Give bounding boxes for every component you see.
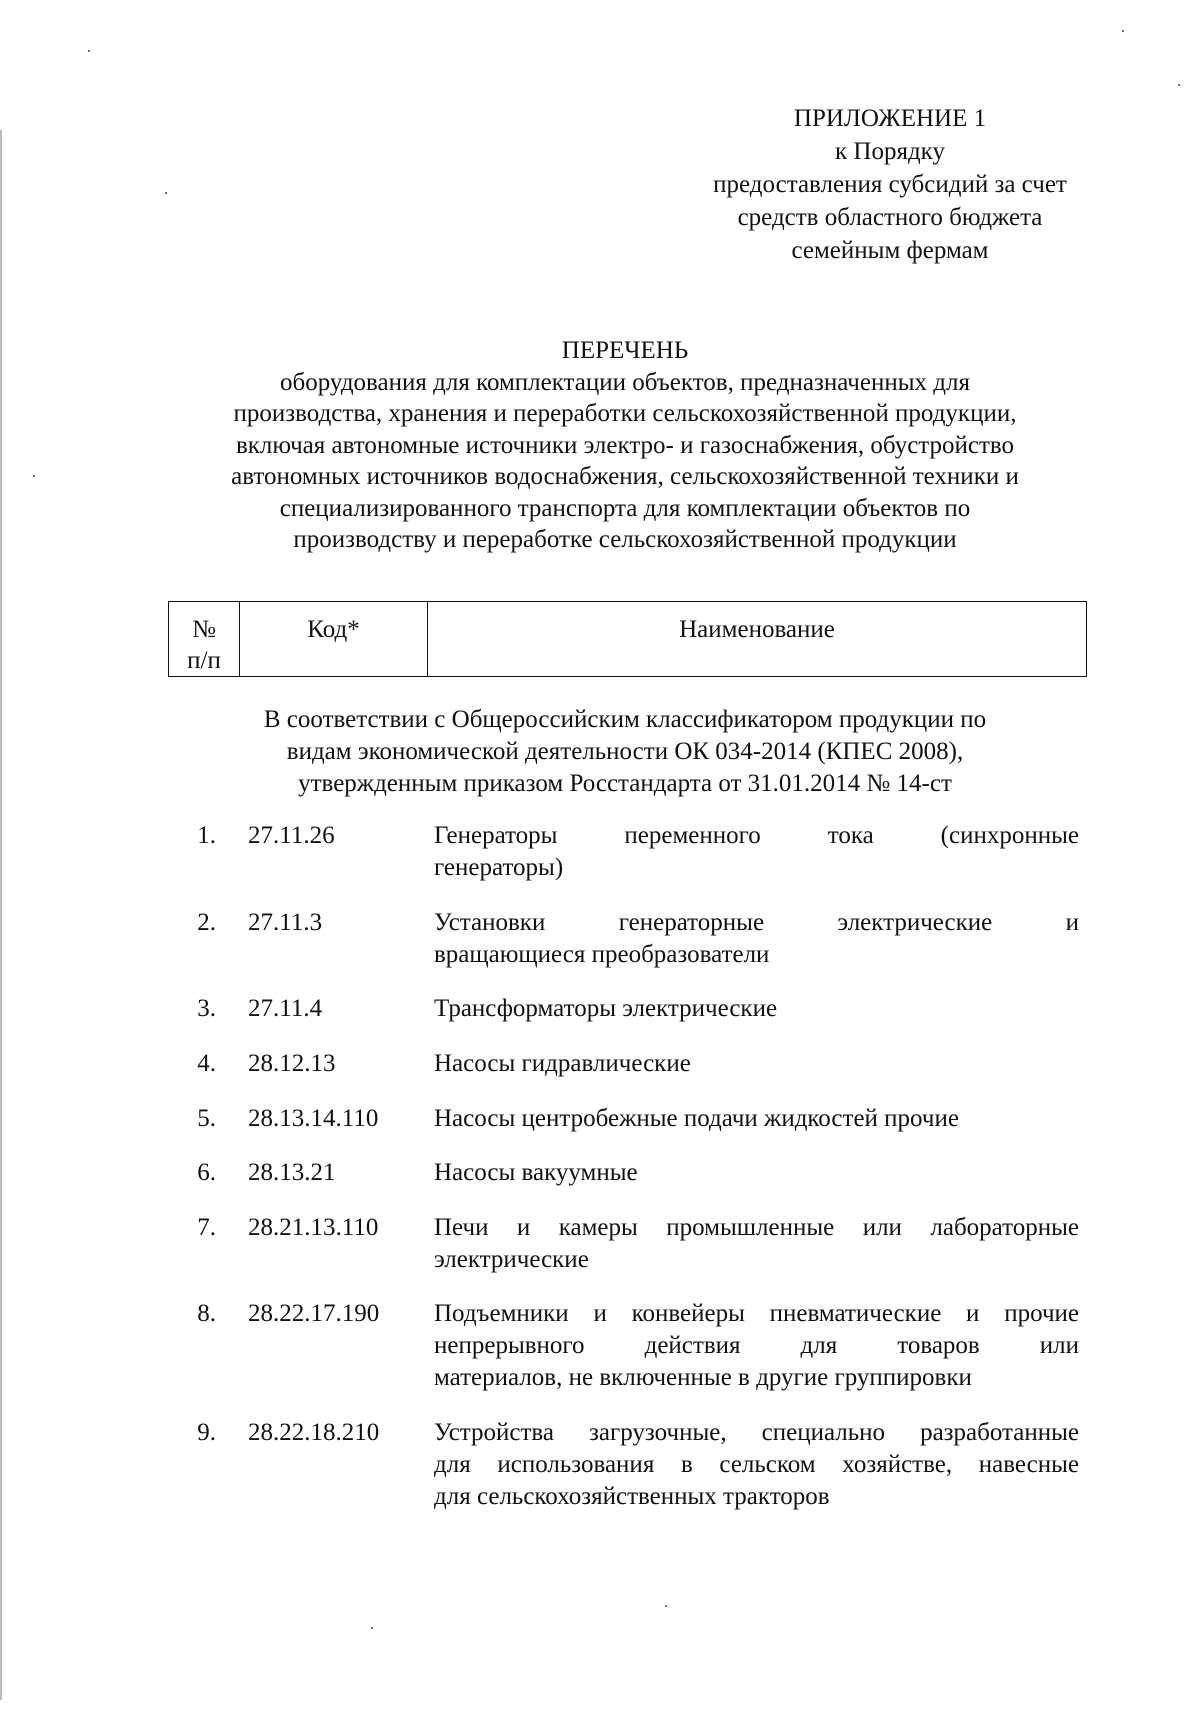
title-line: производству и переработке сельскохозяйственной продукции: [293, 526, 957, 553]
header-number-abbrev: п/п: [187, 647, 221, 674]
item-name-line: Насосы вакуумные: [434, 1159, 638, 1186]
scan-speck: [665, 1605, 667, 1607]
document-title: [150, 335, 1100, 556]
intro-line: утвержденным приказом Росстандарта от 31.01.2014 № 14-ст: [298, 770, 952, 797]
header-code-label: Код*: [307, 616, 360, 643]
header-cell-number: [169, 602, 240, 677]
item-code: 27.11.3: [248, 909, 323, 936]
item-name-line: для сельскохозяйственных тракторов: [434, 1483, 830, 1510]
item-name-line: непрерывного действия для товаров или: [434, 1332, 1079, 1359]
item-name-line: Устройства загрузочные, специально разработанные: [434, 1419, 1079, 1446]
item-name-line: материалов, не включенные в другие группировки: [434, 1364, 972, 1391]
item-number: 6.: [197, 1159, 216, 1186]
item-name-line: Подъемники и конвейеры пневматические и прочие: [434, 1300, 1079, 1327]
item-name: [434, 820, 1079, 884]
item-code: 27.11.4: [248, 995, 323, 1022]
header-name-label: Наименование: [679, 616, 835, 643]
header-cell-code: [240, 602, 428, 677]
item-name-line: Трансформаторы электрические: [434, 995, 778, 1022]
item-name-line: Насосы центробежные подачи жидкостей прочие: [434, 1105, 959, 1132]
item-name: [434, 907, 1079, 971]
item-code: 28.22.18.210: [248, 1419, 380, 1446]
list-table-header: [168, 601, 1087, 677]
item-code: 28.12.13: [248, 1050, 336, 1077]
item-name-line: Установки генераторные электрические и: [434, 909, 1079, 936]
item-name-line: для использования в сельском хозяйстве, навесные: [434, 1451, 1079, 1478]
item-number: 4.: [197, 1050, 216, 1077]
item-number: 8.: [197, 1300, 216, 1327]
item-code: 27.11.26: [248, 822, 335, 849]
appendix-line: к Порядку: [835, 138, 945, 165]
item-name: [434, 1103, 1079, 1135]
item-name: [434, 1298, 1079, 1394]
item-name: [434, 1417, 1079, 1513]
scan-speck: [1178, 84, 1180, 86]
scan-margin-edge: [0, 130, 2, 1700]
item-number: 2.: [197, 909, 216, 936]
item-name-line: Генераторы переменного тока (синхронные: [434, 822, 1079, 849]
scan-speck: [33, 475, 35, 477]
item-name-line: электрические: [434, 1246, 589, 1273]
appendix-line: ПРИЛОЖЕНИЕ 1: [793, 105, 987, 132]
item-number: 9.: [197, 1419, 216, 1446]
scan-speck: [165, 192, 167, 194]
item-name: [434, 1212, 1079, 1276]
title-line: производства, хранения и переработки сельскохозяйственной продукции,: [233, 400, 1017, 427]
title-line: оборудования для комплектации объектов, предназначенных для: [280, 368, 970, 396]
header-number-symbol: №: [192, 616, 216, 643]
appendix-line: средств областного бюджета: [737, 204, 1043, 231]
header-cell-name: [428, 602, 1087, 677]
item-name: [434, 1157, 1079, 1189]
appendix-line: семейным фермам: [791, 237, 989, 264]
title-heading: ПЕРЕЧЕНЬ: [561, 337, 689, 364]
item-number: 1.: [197, 822, 216, 849]
scan-speck: [371, 1627, 373, 1629]
item-name: [434, 1048, 1079, 1080]
item-number: 3.: [197, 995, 216, 1022]
item-code: 28.13.21: [248, 1159, 336, 1186]
item-number: 7.: [197, 1214, 216, 1241]
item-code: 28.22.17.190: [248, 1300, 380, 1327]
intro-line: В соответствии с Общероссийским классификатором продукции по: [263, 706, 987, 733]
title-line: специализированного транспорта для комплектации объектов по: [279, 494, 971, 522]
item-name-line: вращающиеся преобразователи: [434, 941, 770, 968]
title-line: автономных источников водоснабжения, сельскохозяйственной техники и: [231, 463, 1019, 490]
item-code: 28.21.13.110: [248, 1214, 379, 1241]
title-line: включая автономные источники электро- и газоснабжения, обустройство: [235, 431, 1015, 459]
item-number: 5.: [197, 1105, 216, 1132]
appendix-line: предоставления субсидий за счет: [713, 171, 1067, 198]
item-name-line: генераторы): [434, 854, 564, 881]
appendix-header: [660, 102, 1120, 267]
item-code: 28.13.14.110: [248, 1105, 379, 1132]
item-name: [434, 993, 1079, 1025]
item-name-line: Печи и камеры промышленные или лабораторные: [434, 1214, 1079, 1241]
intro-line: видам экономической деятельности ОК 034-2014 (КПЕС 2008),: [286, 738, 964, 765]
scan-speck: [1122, 30, 1124, 32]
scan-speck: [88, 50, 90, 52]
classifier-intro: [150, 704, 1100, 800]
item-name-line: Насосы гидравлические: [434, 1050, 691, 1077]
